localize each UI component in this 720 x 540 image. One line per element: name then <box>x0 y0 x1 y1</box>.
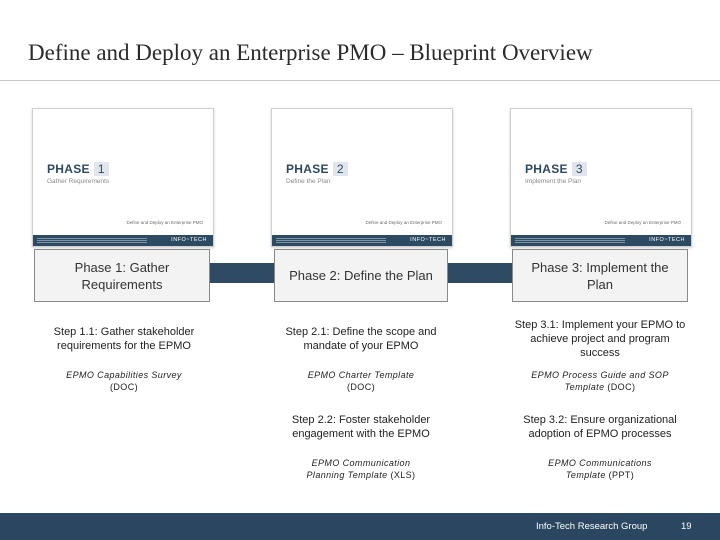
page-title: Define and Deploy an Enterprise PMO – Blueprint Overview <box>28 40 593 65</box>
thumbnail-footer-bar <box>272 235 452 246</box>
step-3-1: Step 3.1: Implement your EPMO to achieve project and program success <box>514 319 686 359</box>
footer-bar <box>0 513 720 540</box>
phase-3-box[interactable] <box>512 249 688 302</box>
thumbnail-caption: Define and Deploy an Enterprise PMO <box>604 220 681 225</box>
thumbnail-footer-bar <box>511 235 691 246</box>
thumbnail-subtitle: Define the Plan <box>286 178 331 185</box>
tool-name: EPMO Process Guide and SOP Template <box>531 370 669 392</box>
thumbnail-footer-bar <box>33 235 213 246</box>
step-1-1: Step 1.1: Gather stakeholder requirements for the EPMO <box>53 326 195 352</box>
thumbnail-subtitle: Implement the Plan <box>525 178 582 185</box>
phase-1-label: Phase 1: Gather Requirements <box>74 259 170 292</box>
thumbnail-caption: Define and Deploy an Enterprise PMO <box>126 220 203 225</box>
tool-3-2[interactable] <box>530 457 670 481</box>
phase-1-thumbnail[interactable] <box>32 108 214 247</box>
tool-filetype: (DOC) <box>607 382 636 392</box>
info-tech-logo: INFO~TECH <box>171 237 207 243</box>
phase-2-thumbnail[interactable] <box>271 108 453 247</box>
tool-2-2[interactable] <box>295 457 427 481</box>
tool-2-1[interactable] <box>274 369 448 393</box>
thumbnail-phase-number: 1 <box>94 162 109 176</box>
thumbnail-phase-heading: PHASE 1 <box>47 162 109 176</box>
tool-name: EPMO Communications Template <box>548 458 652 480</box>
step-2-1: Step 2.1: Define the scope and mandate of your EPMO <box>285 326 437 352</box>
tool-name: EPMO Charter Template <box>307 370 415 380</box>
step-2-2: Step 2.2: Foster stakeholder engagement with the EPMO <box>291 414 431 440</box>
thumbnail-phase-number: 2 <box>333 162 348 176</box>
tool-name: EPMO Capabilities Survey <box>66 370 182 380</box>
phase-3-label: Phase 3: Implement the Plan <box>531 259 669 292</box>
tool-filetype: (DOC) <box>347 382 375 392</box>
phase-3-thumbnail[interactable] <box>510 108 692 247</box>
step-3-2: Step 3.2: Ensure organizational adoption of EPMO processes <box>523 414 677 440</box>
thumbnail-phase-heading: PHASE 2 <box>286 162 348 176</box>
phase-2-label: Phase 2: Define the Plan <box>289 268 433 283</box>
tool-name: EPMO Communication Planning Template <box>306 458 411 480</box>
phase-connector-1-2 <box>210 263 275 283</box>
tool-filetype: (DOC) <box>110 382 138 392</box>
thumbnail-phase-heading: PHASE 3 <box>525 162 587 176</box>
thumbnail-phase-number: 3 <box>572 162 587 176</box>
phase-1-box[interactable] <box>34 249 210 302</box>
info-tech-logo: INFO~TECH <box>649 237 685 243</box>
footer-org-name: Info-Tech Research Group <box>536 521 648 532</box>
tool-1-1[interactable] <box>40 369 208 393</box>
thumbnail-caption: Define and Deploy an Enterprise PMO <box>365 220 442 225</box>
thumbnail-subtitle: Gather Requirements <box>47 178 110 185</box>
phase-connector-2-3 <box>448 263 514 283</box>
tool-filetype: (PPT) <box>608 470 635 480</box>
page-number: 19 <box>681 521 692 532</box>
phase-2-box[interactable] <box>274 249 448 302</box>
tool-filetype: (XLS) <box>390 470 416 480</box>
title-divider <box>0 80 720 81</box>
tool-3-1[interactable] <box>530 369 670 393</box>
info-tech-logo: INFO~TECH <box>410 237 446 243</box>
